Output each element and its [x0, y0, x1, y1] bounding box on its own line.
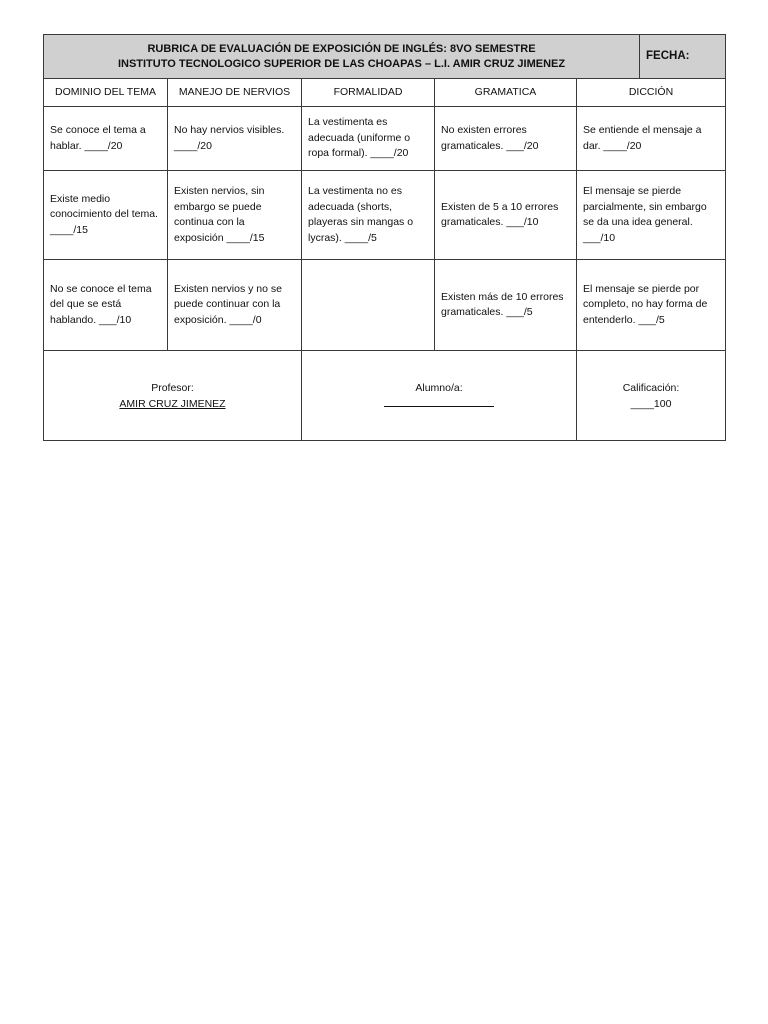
- profesor-name: AMIR CRUZ JIMENEZ: [119, 397, 226, 410]
- criteria-cell: Existen más de 10 errores gramaticales. ___/5: [435, 260, 577, 351]
- calificacion-label: Calificación:: [622, 381, 680, 394]
- column-header: FORMALIDAD: [302, 79, 435, 107]
- criteria-row: [44, 107, 726, 171]
- criteria-cell: La vestimenta no es adecuada (shorts, playeras sin mangas o lycras). ____/5: [302, 171, 435, 260]
- calificacion-value: ____100: [630, 397, 672, 410]
- criteria-cell: Existen nervios y no se puede continuar con la exposición. ____/0: [168, 260, 302, 351]
- criteria-cell: La vestimenta es adecuada (uniforme o ropa formal). ____/20: [302, 107, 435, 171]
- alumno-label: Alumno/a:: [415, 381, 463, 394]
- title-row: [44, 35, 726, 79]
- fecha-label: FECHA:: [640, 35, 726, 79]
- criteria-cell: Se conoce el tema a hablar. ____/20: [44, 107, 168, 171]
- document-title: [44, 35, 640, 79]
- criteria-cell: No hay nervios visibles. ____/20: [168, 107, 302, 171]
- criteria-cell: Existen de 5 a 10 errores gramaticales. ___/10: [435, 171, 577, 260]
- column-header: DICCIÓN: [577, 79, 726, 107]
- column-header-row: [44, 79, 726, 107]
- criteria-cell: Se entiende el mensaje a dar. ____/20: [577, 107, 726, 171]
- column-header: MANEJO DE NERVIOS: [168, 79, 302, 107]
- rubric-table: [43, 34, 726, 441]
- calificacion-cell: [577, 351, 726, 441]
- criteria-row: [44, 260, 726, 351]
- criteria-cell: No se conoce el tema del que se está hablando. ___/10: [44, 260, 168, 351]
- criteria-cell: El mensaje se pierde parcialmente, sin embargo se da una idea general. ___/10: [577, 171, 726, 260]
- signature-row: [44, 351, 726, 441]
- criteria-cell: Existe medio conocimiento del tema. ____/15: [44, 171, 168, 260]
- title-line-1: RUBRICA DE EVALUACIÓN DE EXPOSICIÓN DE INGLÉS: 8VO SEMESTRE: [147, 42, 536, 55]
- profesor-label: Profesor:: [151, 381, 194, 394]
- title-line-2: INSTITUTO TECNOLOGICO SUPERIOR DE LAS CHOAPAS – L.I. AMIR CRUZ JIMENEZ: [117, 57, 566, 70]
- alumno-cell: [302, 351, 577, 441]
- column-header: GRAMATICA: [435, 79, 577, 107]
- criteria-cell-empty: [302, 260, 435, 351]
- criteria-row: [44, 171, 726, 260]
- column-header: DOMINIO DEL TEMA: [44, 79, 168, 107]
- criteria-cell: No existen errores gramaticales. ___/20: [435, 107, 577, 171]
- criteria-cell: Existen nervios, sin embargo se puede continua con la exposición ____/15: [168, 171, 302, 260]
- criteria-cell: El mensaje se pierde por completo, no hay forma de entenderlo. ___/5: [577, 260, 726, 351]
- alumno-signature-line: [384, 400, 494, 407]
- profesor-cell: [44, 351, 302, 441]
